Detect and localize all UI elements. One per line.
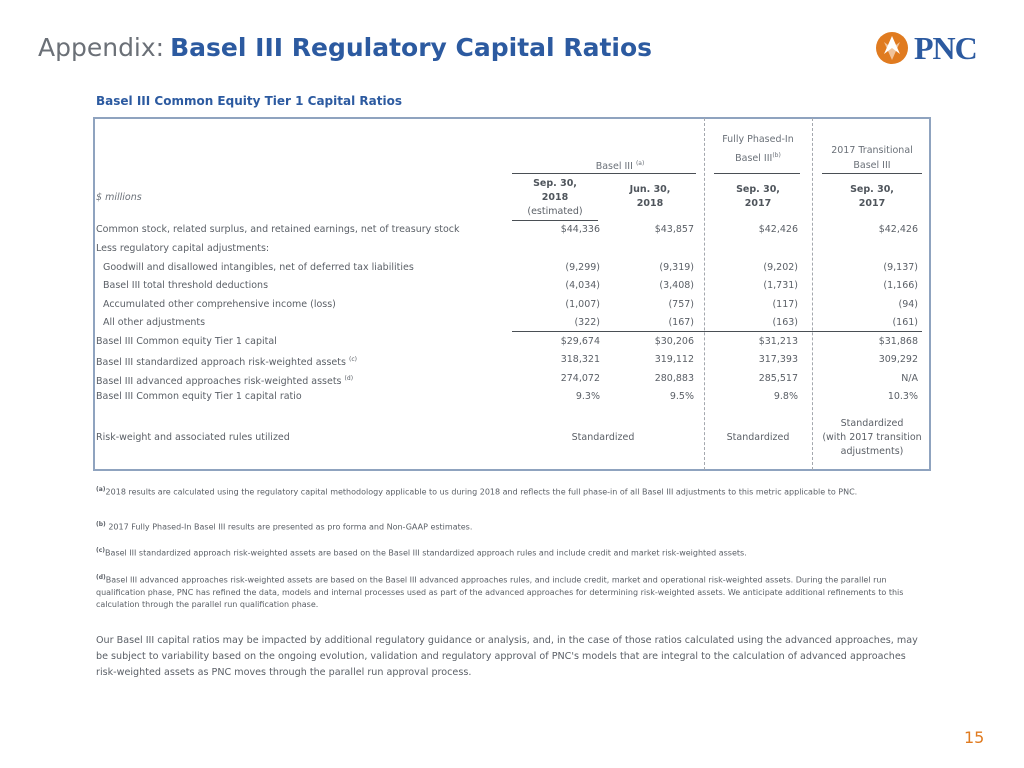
pnc-logo: [874, 30, 990, 66]
title-prefix: Appendix:: [38, 33, 165, 62]
col-header-2-line2: 2018: [636, 198, 664, 209]
row-label: Basel III total threshold deductions: [103, 280, 269, 291]
rules-transitional-line1: Standardized: [840, 418, 904, 429]
table-cell: (4,034): [565, 280, 600, 291]
col-header-1-line1: Sep. 30,: [533, 178, 577, 189]
table-cell: (9,202): [763, 262, 798, 273]
table-cell: (9,319): [659, 262, 694, 273]
table-cell: (757): [668, 299, 694, 310]
table-cell: 9.5%: [669, 391, 694, 402]
table-cell: 317,393: [758, 354, 798, 365]
col-header-3-line2: 2017: [744, 198, 772, 209]
row-label: Less regulatory capital adjustments:: [96, 243, 270, 254]
table-cell: 318,321: [560, 354, 600, 365]
col-header-4-line2: 2017: [858, 198, 886, 209]
table-cell: (167): [668, 317, 694, 328]
table-cell: (9,299): [565, 262, 600, 273]
table-cell: (1,731): [763, 280, 798, 291]
footnote-b: $^{(b)}$ 2017 Fully Phased-In Basel III results are presented as pro forma and Non-GAAP estimates.: [96, 521, 473, 532]
column-divider: [704, 118, 705, 470]
header-transitional-line2: Basel III: [853, 160, 891, 171]
col-header-3-line1: Sep. 30,: [736, 184, 780, 195]
table-cell: (94): [898, 299, 918, 310]
header-transitional-line1: 2017 Transitional: [831, 145, 913, 156]
table-cell: (161): [892, 317, 918, 328]
header-fully-phased-line2: Basel III$^{(b)}$: [735, 152, 781, 165]
table-cell: 280,883: [654, 373, 694, 384]
table-cell: (117): [772, 299, 798, 310]
table-cell: (1,166): [883, 280, 918, 291]
table-cell: 9.3%: [575, 391, 600, 402]
table-cell: $44,336: [560, 224, 600, 235]
table-cell: (163): [772, 317, 798, 328]
header-rule: [822, 173, 922, 174]
capital-ratios-table: [93, 117, 931, 471]
col-header-1-line3: (estimated): [527, 206, 583, 217]
row-label: Basel III Common equity Tier 1 capital: [96, 336, 277, 347]
footnote-a: $^{(a)}$2018 results are calculated using the regulatory capital methodology applicable to us during 2018 and reflects the full phase-in of all Basel III adjustments to this metric applicable to PNC.: [96, 486, 858, 497]
footnote-d: $^{(d)}$Basel III advanced approaches risk-weighted assets are based on the Basel III advanced approaches rules, and include credit, market and operational risk-weighted assets. During the parallel run qualification phase, PNC has refined the data, models and internal processes used as part of the advanced approaches for determining risk-weighted assets. We anticipate additional refinements to this calculation through the parallel run qualification phase.: [96, 574, 904, 609]
header-rule: [512, 220, 598, 221]
table-cell: 285,517: [758, 373, 798, 384]
header-basel3: Basel III $^{(a)}$: [595, 160, 645, 173]
row-label: Basel III advanced approaches risk-weighted assets $^{(d)}$: [96, 375, 354, 388]
table-cell: 319,112: [654, 354, 694, 365]
header-rule: [512, 173, 696, 174]
table-cell: $30,206: [654, 336, 694, 347]
pnc-logo-wordmark: PNC: [914, 30, 977, 66]
col-header-4-line1: Sep. 30,: [850, 184, 894, 195]
row-label: Basel III Common equity Tier 1 capital ratio: [96, 391, 302, 402]
col-header-1-line2: 2018: [541, 192, 569, 203]
col-header-2-line1: Jun. 30,: [629, 184, 671, 195]
rules-transitional-line2: (with 2017 transition: [822, 432, 922, 443]
header-fully-phased-line1: Fully Phased-In: [722, 134, 794, 145]
table-cell: $31,213: [758, 336, 798, 347]
table-cell: (1,007): [565, 299, 600, 310]
subtotal-rule: [512, 331, 922, 332]
table-cell: $29,674: [560, 336, 600, 347]
row-label: Accumulated other comprehensive income (loss): [103, 299, 336, 310]
column-divider: [812, 118, 813, 470]
rules-transitional-line3: adjustments): [840, 446, 904, 457]
header-rule: [714, 173, 800, 174]
table-cell: (322): [574, 317, 600, 328]
row-label: Basel III standardized approach risk-weighted assets $^{(c)}$: [96, 356, 357, 369]
table-cell: 10.3%: [887, 391, 918, 402]
row-label: All other adjustments: [103, 317, 206, 328]
section-title: Basel III Common Equity Tier 1 Capital Ratios: [96, 94, 402, 108]
table-cell: 274,072: [560, 373, 600, 384]
row-label: Goodwill and disallowed intangibles, net of deferred tax liabilities: [103, 262, 414, 273]
footnote-c: $^{(c)}$Basel III standardized approach risk-weighted assets are based on the Basel III standardized approach rules and include credit and market risk-weighted assets.: [96, 547, 747, 558]
title-main: Basel III Regulatory Capital Ratios: [170, 33, 653, 62]
page-number: 15: [964, 728, 985, 747]
rules-fully-phased: Standardized: [726, 432, 790, 443]
table-cell: 9.8%: [773, 391, 798, 402]
table-cell: $42,426: [758, 224, 798, 235]
units-label: $ millions: [96, 192, 142, 203]
rules-row-label: Risk-weight and associated rules utilized: [96, 432, 290, 443]
table-cell: (9,137): [883, 262, 918, 273]
table-cell: $31,868: [878, 336, 918, 347]
table-cell: $42,426: [878, 224, 918, 235]
disclaimer: Our Basel III capital ratios may be impacted by additional regulatory guidance or analysis, and, in the case of those ratios calculated using the advanced approaches, may be subject to variability based on the ongoing evolution, validation and regulatory approval of PNC's models that are integral to the calculation of advanced approaches risk-weighted assets as PNC moves through the parallel run approval process.: [96, 635, 918, 678]
table-cell: $43,857: [654, 224, 694, 235]
table-cell: 309,292: [878, 354, 918, 365]
page-title: [38, 32, 652, 64]
row-label: Common stock, related surplus, and retained earnings, net of treasury stock: [96, 224, 460, 235]
table-cell: (3,408): [659, 280, 694, 291]
rules-basel3: Standardized: [571, 432, 635, 443]
pnc-logo-mark-icon: [874, 30, 912, 66]
table-cell: N/A: [901, 373, 918, 384]
